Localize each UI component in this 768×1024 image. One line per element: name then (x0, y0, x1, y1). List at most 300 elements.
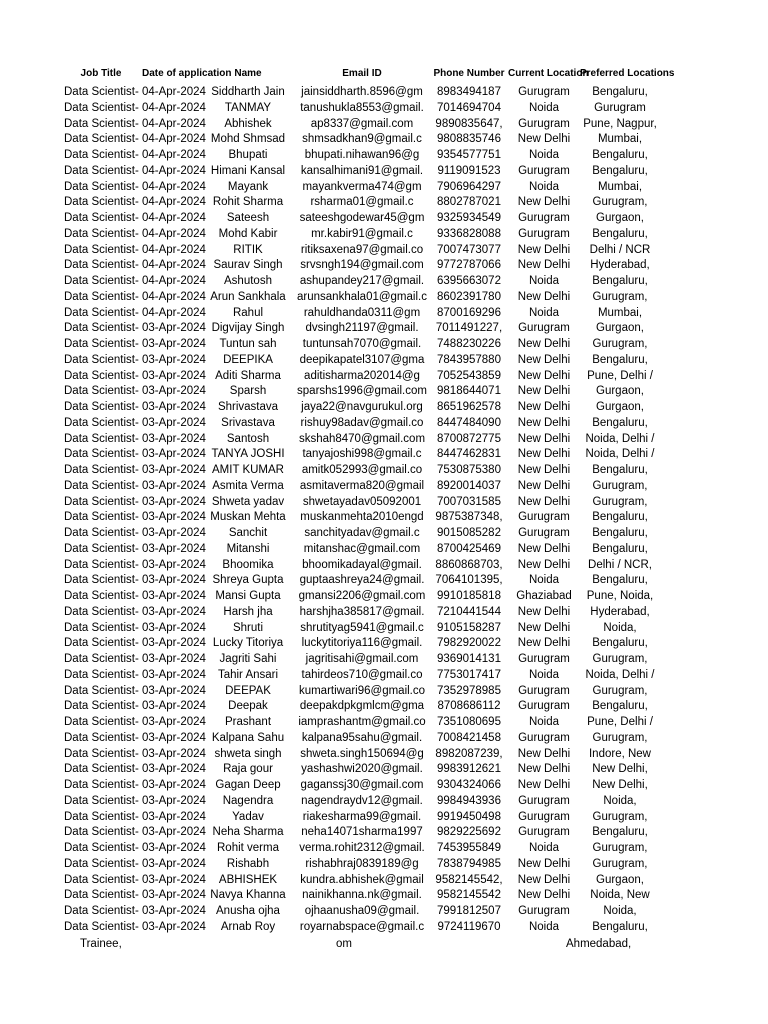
table-row (60, 622, 710, 638)
cell-phone: 8860868703, (435, 558, 503, 571)
cell-name: Abhishek (224, 117, 272, 130)
cell-current-location: New Delhi (517, 448, 571, 461)
table-row (60, 133, 710, 149)
cell-job-title: Data Scientist- (64, 511, 139, 524)
cell-current-location: New Delhi (517, 464, 571, 476)
cell-phone: 9910185818 (437, 590, 501, 602)
cell-date: 03-Apr-2024 (142, 794, 206, 807)
cell-date: 03-Apr-2024 (142, 574, 206, 587)
cell-date: 03-Apr-2024 (142, 353, 206, 366)
cell-preferred-location: Gurugram, (592, 731, 648, 744)
cell-date: 03-Apr-2024 (142, 479, 206, 492)
cell-date: 03-Apr-2024 (142, 747, 206, 760)
cell-preferred-location: Gurugram, (592, 857, 648, 870)
cell-email: aditisharma202014@g (304, 369, 420, 382)
cell-preferred-location: Noida, (603, 794, 637, 807)
cell-job-title: Data Scientist- (64, 416, 139, 429)
cell-preferred-location: Pune, Delhi / (587, 369, 653, 382)
cell-preferred-location: Bengaluru, (592, 542, 648, 555)
cell-name: Mitanshi (226, 542, 270, 555)
cell-email: tahirdeos710@gmail.co (301, 668, 423, 681)
cell-job-title: Data Scientist- (64, 574, 139, 587)
cell-email: rsharma01@gmail.c (310, 196, 414, 209)
cell-date: 03-Apr-2024 (142, 369, 206, 382)
cell-job-title: Data Scientist- (64, 432, 139, 445)
cell-phone: 9829225692 (437, 826, 501, 839)
cell-date: 03-Apr-2024 (142, 322, 206, 335)
cell-phone: 7838794985 (437, 857, 501, 870)
cell-job-title: Data Scientist- (64, 605, 139, 618)
cell-phone: 9304324066 (437, 779, 501, 791)
cell-preferred-location: Pune, Noida, (586, 590, 654, 602)
cell-current-location: New Delhi (517, 385, 571, 398)
table-row (60, 118, 710, 134)
cell-phone: 9818644071 (437, 385, 501, 398)
cell-job-title: Data Scientist- (64, 857, 139, 870)
cell-current-location: Noida (528, 275, 560, 287)
cell-preferred-location: Gurugram, (592, 495, 648, 508)
cell-name: Digvijay Singh (211, 322, 285, 335)
cell-name: Gagan Deep (215, 779, 281, 791)
cell-phone: 7008421458 (437, 731, 501, 744)
cell-email: jainsiddharth.8596@gm (301, 86, 423, 98)
table-row (60, 905, 710, 921)
cell-preferred-location: Gurugram, (592, 479, 648, 492)
cell-preferred-location: Noida, Delhi / (585, 448, 655, 461)
header-preferred-locations: Preferred Locations (580, 68, 675, 79)
cell-current-location: Noida (528, 149, 560, 161)
cell-name: Arun Sankhala (210, 290, 286, 303)
cell-date: 04-Apr-2024 (142, 306, 206, 319)
cell-date: 03-Apr-2024 (142, 495, 206, 508)
cell-current-location: New Delhi (517, 857, 571, 870)
cell-email: verma.rohit2312@gmail. (299, 842, 425, 854)
cell-name: Ashutosh (224, 275, 272, 287)
cell-job-title: Data Scientist- (64, 227, 139, 240)
cell-phone: 9875387348, (435, 511, 503, 524)
cell-preferred-location: Mumbai, (597, 306, 643, 319)
cell-name: Bhoomika (222, 558, 274, 571)
table-row (60, 842, 710, 858)
table-row (60, 511, 710, 527)
table-row (60, 559, 710, 575)
cell-preferred-location: Pune, Nagpur, (583, 117, 657, 130)
cell-phone: 9015085282 (437, 527, 501, 539)
table-row (60, 716, 710, 732)
cell-job-title: Data Scientist- (64, 810, 139, 823)
cell-job-title: Data Scientist- (64, 889, 139, 902)
table-row (60, 307, 710, 323)
cell-name: Sparsh (229, 385, 267, 398)
cell-job-title: Data Scientist- (64, 212, 139, 224)
cell-phone: 7007031585 (437, 495, 501, 508)
cell-email: sateeshgodewar45@gm (299, 212, 425, 224)
cell-job-title: Data Scientist- (64, 322, 139, 335)
cell-preferred-location: Hyderabad, (590, 605, 650, 618)
cell-name: Siddharth Jain (211, 86, 285, 98)
table-row (60, 275, 710, 291)
cell-phone: 8700169296 (437, 306, 501, 319)
cell-phone: 7352978985 (437, 684, 501, 697)
cell-current-location: Noida (528, 180, 560, 193)
cell-phone: 7052543859 (437, 369, 501, 382)
cell-name: RITIK (233, 243, 263, 256)
table-row (60, 244, 710, 260)
cell-preferred-location: Bengaluru, (592, 464, 648, 476)
cell-job-title: Data Scientist- (64, 86, 139, 98)
cell-phone: 9336828088 (437, 227, 501, 240)
cell-email: kalpana95sahu@gmail. (301, 731, 423, 744)
cell-date: 03-Apr-2024 (142, 464, 206, 476)
cell-job-title: Data Scientist- (64, 196, 139, 209)
cell-preferred-location: Gurugram, (592, 338, 648, 350)
table-row (60, 417, 710, 433)
cell-preferred-location: Bengaluru, (592, 275, 648, 287)
cell-email: jaya22@navgurukul.org (301, 401, 423, 413)
table-row (60, 86, 710, 102)
cell-job-title: Data Scientist- (64, 794, 139, 807)
cell-phone: 7982920022 (437, 637, 501, 650)
cell-phone: 7453955849 (437, 842, 501, 854)
table-row (60, 370, 710, 386)
cell-name: Arnab Roy (220, 920, 276, 933)
cell-name: Shrivastava (217, 401, 279, 413)
table-row (60, 480, 710, 496)
cell-email: iamprashantm@gmail.co (298, 716, 426, 728)
cell-job-title: Data Scientist- (64, 259, 139, 272)
header-email: Email ID (342, 68, 382, 79)
header-current-location: Current Location (508, 68, 589, 79)
cell-email: deepikapatel3107@gma (299, 353, 425, 366)
table-row (60, 811, 710, 827)
cell-current-location: Noida (528, 574, 560, 587)
cell-preferred-location: Gurugram, (592, 653, 648, 665)
cell-job-title: Data Scientist- (64, 621, 139, 634)
cell-email: kansalhimani91@gmail. (300, 164, 424, 177)
cell-phone: 9582145542, (435, 873, 503, 886)
table-row (60, 637, 710, 653)
cell-preferred-location: New Delhi, (592, 763, 648, 776)
cell-name: Rahul (232, 306, 264, 319)
table-row (60, 165, 710, 181)
cell-email: gaganssj30@gmail.com (300, 779, 424, 791)
cell-job-title: Data Scientist- (64, 542, 139, 555)
cell-job-title: Data Scientist- (64, 448, 139, 461)
cell-current-location: Gurugram (518, 117, 570, 130)
cell-email: rishabhraj0839189@g (305, 857, 419, 870)
cell-current-location: New Delhi (517, 259, 571, 272)
cell-date: 03-Apr-2024 (142, 731, 206, 744)
cell-preferred-location: New Delhi, (592, 779, 648, 791)
cell-phone: 7351080695 (437, 716, 501, 728)
cell-preferred-location: Gurgaon, (596, 873, 644, 886)
cell-date: 03-Apr-2024 (142, 826, 206, 839)
cell-preferred-location: Bengaluru, (592, 227, 648, 240)
table-row (60, 496, 710, 512)
cell-email: amitk052993@gmail.co (301, 464, 423, 476)
cell-email: mayankverma474@gm (302, 180, 422, 193)
cell-preferred-location: Bengaluru, (592, 86, 648, 98)
cell-email: ojhaanusha09@gmail. (304, 905, 420, 917)
cell-preferred-location: Gurugram, (592, 842, 648, 854)
cell-email: guptaashreya24@gmail. (299, 574, 425, 587)
cell-name: Mohd Kabir (218, 227, 278, 240)
cell-preferred-location: Noida, (603, 621, 637, 634)
cell-date: 03-Apr-2024 (142, 763, 206, 776)
cell-name: Rohit verma (217, 842, 279, 854)
cell-preferred-location: Bengaluru, (592, 353, 648, 366)
cell-current-location: Gurugram (518, 227, 570, 240)
cell-job-title: Data Scientist- (64, 700, 139, 713)
cell-current-location: Gurugram (518, 164, 570, 177)
cell-job-title: Data Scientist- (64, 479, 139, 492)
cell-phone: 8447462831 (437, 448, 501, 461)
cell-name: Harsh jha (223, 605, 273, 618)
cell-date: 03-Apr-2024 (142, 653, 206, 665)
cell-name: Shreya Gupta (212, 574, 284, 587)
cell-date: 04-Apr-2024 (142, 275, 206, 287)
cell-preferred-location: Bengaluru, (592, 511, 648, 524)
cell-date: 04-Apr-2024 (142, 117, 206, 130)
cell-job-title: Data Scientist- (64, 920, 139, 933)
table-row (60, 401, 710, 417)
cell-preferred-location: Gurgaon, (596, 401, 644, 413)
cell-preferred-location: Bengaluru, (592, 637, 648, 650)
cell-date: 04-Apr-2024 (142, 259, 206, 272)
cell-date: 03-Apr-2024 (142, 920, 206, 933)
cell-phone: 7210441544 (437, 605, 501, 618)
cell-job-title: Data Scientist- (64, 117, 139, 130)
table-row (60, 464, 710, 480)
table-row (60, 338, 710, 354)
cell-current-location: Gurugram (518, 527, 570, 539)
cell-current-location: New Delhi (517, 605, 571, 618)
table-row (60, 606, 710, 622)
cell-date: 04-Apr-2024 (142, 180, 206, 193)
cell-date: 04-Apr-2024 (142, 227, 206, 240)
cell-current-location: New Delhi (517, 747, 571, 760)
table-body (60, 86, 710, 937)
cell-phone: 9808835746 (437, 133, 501, 146)
cell-name: Srivastava (221, 416, 275, 429)
cell-preferred-location: Bengaluru, (592, 149, 648, 161)
cell-job-title: Data Scientist- (64, 401, 139, 413)
cell-name: Lucky Titoriya (212, 637, 284, 650)
cell-email: shmsadkhan9@gmail.c (302, 133, 422, 146)
cell-name: Himani Kansal (210, 164, 286, 177)
cell-job-title: Data Scientist- (64, 495, 139, 508)
cell-phone: 9919450498 (437, 810, 501, 823)
cell-job-title: Data Scientist- (64, 385, 139, 398)
table-row (60, 102, 710, 118)
cell-job-title: Data Scientist- (64, 290, 139, 303)
table-row (60, 858, 710, 874)
cell-job-title: Data Scientist- (64, 590, 139, 602)
cell-date: 03-Apr-2024 (142, 668, 206, 681)
cell-job-title: Data Scientist- (64, 369, 139, 382)
cell-current-location: New Delhi (517, 353, 571, 366)
cell-email: bhoomikadayal@gmail. (302, 558, 422, 571)
cell-email: muskanmehta2010engd (300, 511, 424, 524)
cell-current-location: New Delhi (517, 401, 571, 413)
cell-current-location: Noida (528, 842, 560, 854)
cell-date: 03-Apr-2024 (142, 779, 206, 791)
cell-phone: 9369014131 (437, 653, 501, 665)
cell-name: Aditi Sharma (215, 369, 281, 382)
cell-phone: 8700425469 (437, 542, 501, 555)
cell-name: Shweta yadav (211, 495, 285, 508)
cell-date: 03-Apr-2024 (142, 842, 206, 854)
cell-date: 03-Apr-2024 (142, 716, 206, 728)
cell-date: 03-Apr-2024 (142, 605, 206, 618)
cell-current-location: Gurugram (518, 212, 570, 224)
cell-name: Neha Sharma (212, 826, 284, 839)
cell-date: 03-Apr-2024 (142, 621, 206, 634)
cell-date: 04-Apr-2024 (142, 196, 206, 209)
cell-date: 03-Apr-2024 (142, 448, 206, 461)
cell-current-location: Gurugram (518, 810, 570, 823)
cell-preferred-location: Noida, Delhi / (585, 668, 655, 681)
cell-name: Asmita Verma (212, 479, 284, 492)
header-name: Name (234, 68, 262, 79)
cell-preferred-location: Bengaluru, (592, 527, 648, 539)
cell-name: DEEPIKA (223, 353, 273, 366)
cell-job-title: Data Scientist- (64, 653, 139, 665)
cell-current-location: New Delhi (517, 416, 571, 429)
cell-preferred-location: Bengaluru, (592, 574, 648, 587)
cell-preferred-location: Gurgaon, (596, 322, 644, 335)
table-row (60, 228, 710, 244)
cell-name: Santosh (226, 432, 270, 445)
cell-job-title: Data Scientist- (64, 149, 139, 161)
cell-job-title: Data Scientist- (64, 180, 139, 193)
cell-current-location: Gurugram (518, 905, 570, 917)
table-row (60, 543, 710, 559)
cell-phone: 8447484090 (437, 416, 501, 429)
cell-email: harshjha385817@gmail. (299, 605, 425, 618)
cell-date: 04-Apr-2024 (142, 212, 206, 224)
cell-name: Prashant (224, 716, 272, 728)
cell-date: 03-Apr-2024 (142, 401, 206, 413)
cell-email: luckytitoriya116@gmail. (301, 637, 423, 650)
cell-phone: 8983494187 (437, 86, 501, 98)
cell-job-title: Data Scientist- (64, 558, 139, 571)
cell-job-title: Data Scientist- (64, 527, 139, 539)
cell-current-location: New Delhi (517, 558, 571, 571)
cell-preferred-location: Mumbai, (597, 133, 643, 146)
cell-current-location: New Delhi (517, 542, 571, 555)
cell-date: 04-Apr-2024 (142, 290, 206, 303)
cell-phone: 9772787066 (437, 259, 501, 272)
table-row (60, 590, 710, 606)
cell-current-location: Noida (528, 101, 560, 114)
cell-email: sanchityadav@gmail.c (304, 527, 420, 539)
cell-date: 03-Apr-2024 (142, 558, 206, 571)
cell-current-location: Noida (528, 306, 560, 319)
cell-name: Kalpana Sahu (211, 731, 285, 744)
cell-email: arunsankhala01@gmail.c (297, 290, 427, 303)
cell-phone: 9354577751 (437, 149, 501, 161)
table-header (60, 68, 710, 86)
table-row (60, 763, 710, 779)
cell-current-location: Gurugram (518, 700, 570, 713)
cell-current-location: New Delhi (517, 369, 571, 382)
cell-name: Rohit Sharma (212, 196, 284, 209)
cell-date: 03-Apr-2024 (142, 700, 206, 713)
cell-date: 03-Apr-2024 (142, 432, 206, 445)
cell-current-location: Gurugram (518, 322, 570, 335)
cell-phone: 9105158287 (437, 621, 501, 634)
cell-date: 03-Apr-2024 (142, 527, 206, 539)
table-row (60, 669, 710, 685)
cell-name: Sanchit (228, 527, 268, 539)
table-row (60, 748, 710, 764)
table-row (60, 354, 710, 370)
cell-name: Navya Khanna (210, 889, 286, 902)
cell-name: Deepak (228, 700, 268, 713)
cell-job-title: Data Scientist- (64, 684, 139, 697)
table-row (60, 874, 710, 890)
cell-email: dvsingh21197@gmail. (305, 322, 419, 335)
cell-current-location: New Delhi (517, 133, 571, 146)
cell-preferred-location: Gurugram, (592, 810, 648, 823)
cell-current-location: Noida (528, 668, 560, 681)
cell-name: Bhupati (228, 149, 268, 161)
cell-email: ritiksaxena97@gmail.co (300, 243, 424, 256)
cell-phone: 6395663072 (437, 275, 501, 287)
cell-job-title: Data Scientist- (64, 779, 139, 791)
cell-name: Nagendra (222, 794, 274, 807)
cell-date: 03-Apr-2024 (142, 511, 206, 524)
cell-date: 03-Apr-2024 (142, 637, 206, 650)
cell-name: Shruti (232, 621, 264, 634)
cell-phone: 9582145542 (437, 889, 501, 902)
cell-name: Anusha ojha (216, 905, 280, 917)
cell-job-title: Data Scientist- (64, 905, 139, 917)
table-row (60, 291, 710, 307)
cell-phone: 7753017417 (437, 668, 501, 681)
candidate-table (60, 68, 710, 937)
cell-name: Mohd Shmsad (210, 133, 286, 146)
cell-name: Sateesh (226, 212, 270, 224)
cell-phone: 7906964297 (437, 180, 501, 193)
cell-name: Mayank (227, 180, 269, 193)
cell-name: Yadav (232, 810, 264, 823)
cell-preferred-location: Delhi / NCR, (588, 558, 652, 571)
cell-preferred-location: Pune, Delhi / (587, 716, 653, 728)
table-row (60, 448, 710, 464)
cell-email: gmansi2206@gmail.com (298, 590, 426, 602)
cell-date: 04-Apr-2024 (142, 101, 206, 114)
cell-email: bhupati.nihawan96@g (304, 149, 420, 161)
table-row (60, 921, 710, 937)
table-row (60, 685, 710, 701)
cell-name: Tuntun sah (219, 338, 277, 350)
cell-job-title: Data Scientist- (64, 243, 139, 256)
cell-phone: 8920014037 (437, 479, 501, 492)
cell-email: asmitaverma820@gmail (299, 479, 425, 492)
cell-phone: 8708686112 (437, 700, 501, 713)
cell-email: kumartiwari96@gmail.co (298, 684, 426, 697)
cell-preferred-location: Delhi / NCR (589, 243, 651, 256)
cell-email: rishuy98adav@gmail.co (300, 416, 424, 429)
cell-current-location: New Delhi (517, 432, 571, 445)
cell-phone: 9119091523 (437, 164, 501, 177)
cell-phone: 9890835647, (435, 117, 503, 130)
cell-name: shweta singh (214, 747, 282, 760)
cell-email: riakesharma99@gmail. (302, 810, 422, 823)
cell-preferred-location: Gurgaon, (596, 212, 644, 224)
